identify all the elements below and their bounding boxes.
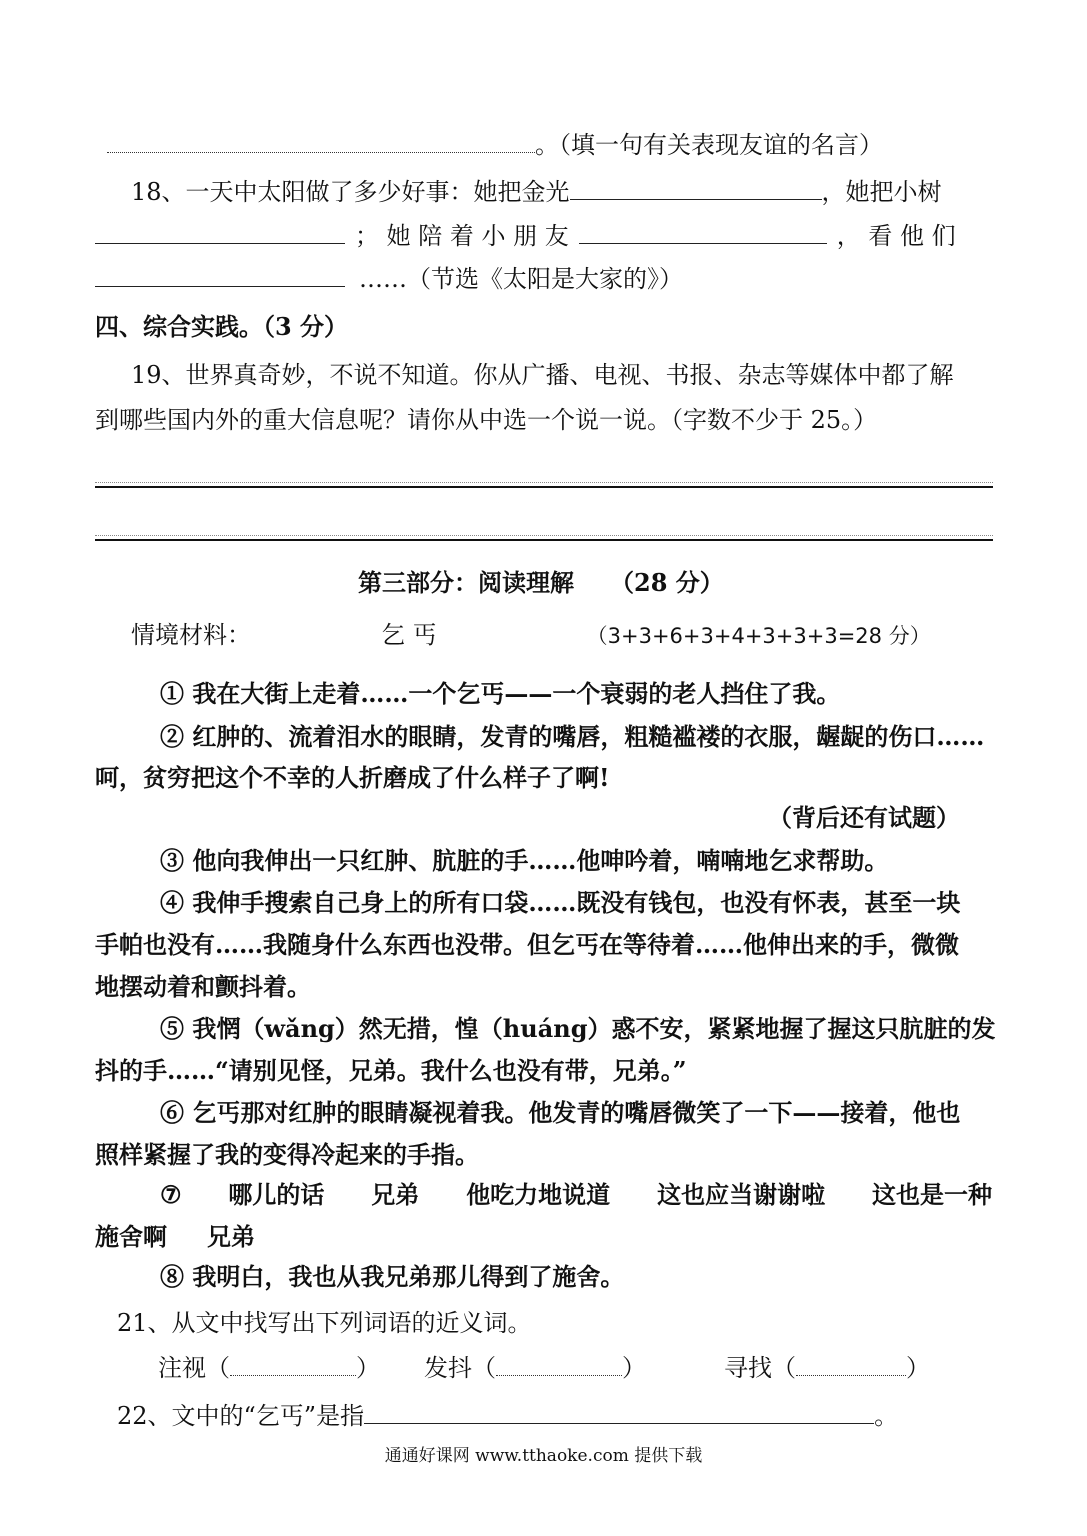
p7-segment: 施舍啊: [95, 1222, 167, 1251]
paren-close: ）: [906, 1354, 930, 1382]
paragraph-8: ⑧ 我明白，我也从我兄弟那儿得到了施舍。: [160, 1262, 625, 1291]
paragraph-6-line2: 照样紧握了我的变得冷起来的手指。: [95, 1140, 479, 1169]
q18-blank-4[interactable]: [95, 264, 345, 287]
q19-line2: 到哪些国内外的重大信息呢？请你从中选一个说一说。（字数不少于 25。）: [95, 406, 878, 434]
material-line: [131, 620, 931, 651]
q18-blank-2[interactable]: [95, 221, 345, 244]
paragraph-5-line1: ⑤ 我惘（wǎng）然无措，惶（huáng）惑不安，紧紧地握了握这只肮脏的发: [160, 1014, 996, 1043]
paragraph-4-line1: ④ 我伸手搜索自己身上的所有口袋……既没有钱包，也没有怀表，甚至一块: [160, 888, 961, 917]
p7-number: ⑦: [160, 1180, 182, 1209]
q19-answer-rule-2[interactable]: [95, 539, 993, 541]
paragraph-1: ① 我在大街上走着……一个乞丐——一个衰弱的老人挡住了我。: [160, 679, 841, 708]
q18-source: ……（节选《太阳是大家的》）: [359, 265, 683, 293]
paragraph-7-line2: [95, 1222, 255, 1252]
paragraph-2-line2: 呵，贫穷把这个不幸的人折磨成了什么样子了啊!: [95, 763, 610, 792]
paragraph-3: ③ 他向我伸出一只红肿、肮脏的手……他呻吟着，喃喃地乞求帮助。: [160, 846, 889, 875]
page-footer: 通通好课网 www.tthaoke.com 提供下载: [384, 1446, 703, 1466]
paragraph-6-line1: ⑥ 乞丐那对红肿的眼睛凝视着我。他发青的嘴唇微笑了一下——接着，他也: [160, 1098, 961, 1127]
score-formula: （3+3+6+3+4+3+3+3=28 分）: [586, 624, 931, 648]
part3-heading: [358, 568, 724, 598]
q17-answer-line: [107, 130, 883, 160]
paragraph-5-line2: 抖的手……“请别见怪，兄弟。我什么也没有带，兄弟。”: [95, 1056, 687, 1085]
paragraph-4-line3: 地摆动着和颤抖着。: [95, 972, 311, 1001]
q21-word-search: 寻找: [724, 1354, 772, 1382]
q18-line2: [95, 221, 956, 251]
q22-prompt: 22、文中的“乞丐”是指: [117, 1402, 365, 1430]
q21-blank-1[interactable]: [230, 1353, 356, 1376]
paragraph-4-line2: 手帕也没有……我随身什么东西也没带。但乞丐在等待着……他伸出来的手，微微: [95, 930, 959, 959]
p7-segment: 兄弟: [371, 1180, 420, 1209]
story-title: 乞 丐: [381, 621, 437, 649]
paren-close: ）: [622, 1354, 646, 1382]
q18-text-start: 18、一天中太阳做了多少好事：她把金光: [131, 178, 570, 206]
q21-blank-3[interactable]: [796, 1353, 906, 1376]
q21-word-shiver: 发抖: [424, 1354, 472, 1382]
q18-line3: [95, 264, 683, 294]
paragraph-2-line1: ② 红肿的、流着泪水的眼睛，发青的嘴唇，粗糙褴褛的衣服，龌龊的伤口……: [160, 722, 985, 751]
part3-score: （28 分）: [610, 568, 724, 597]
material-label: 情境材料：: [131, 621, 251, 649]
section4-title: 四、综合实践。（3 分）: [95, 312, 349, 341]
q18-blank-3[interactable]: [579, 221, 827, 244]
p7-segment: 哪儿的话: [228, 1180, 325, 1209]
q22-line: [117, 1401, 898, 1431]
part3-title: 第三部分：阅读理解: [358, 568, 574, 597]
paren-open: （: [472, 1354, 496, 1382]
p7-segment: 兄弟: [207, 1222, 255, 1251]
q21-blank-2[interactable]: [496, 1353, 622, 1376]
q21-answers: [158, 1353, 930, 1383]
q18-text-mid: ，她把小树: [821, 178, 942, 206]
q21-prompt: 21、从文中找写出下列词语的近义词。: [117, 1309, 532, 1337]
paragraph-7-line1: [160, 1180, 992, 1210]
paren-open: （: [206, 1354, 230, 1382]
back-page-note: （背后还有试题）: [768, 803, 960, 832]
q18-text-friends: ； 她 陪 着 小 朋 友: [355, 222, 569, 250]
q17-instruction: 。（填一句有关表现友谊的名言）: [535, 131, 883, 159]
q18-blank-1[interactable]: [570, 177, 822, 200]
q17-blank[interactable]: [107, 130, 535, 153]
q19-line1: 19、世界真奇妙，不说不知道。你从广播、电视、书报、杂志等媒体中都了解: [131, 361, 954, 389]
paren-close: ）: [356, 1354, 380, 1382]
q22-blank[interactable]: [364, 1401, 874, 1424]
paren-open: （: [772, 1354, 796, 1382]
q19-answer-rule-1[interactable]: [95, 486, 993, 488]
p7-segment: 他吃力地说道: [466, 1180, 611, 1209]
q18-line1: [131, 177, 942, 207]
q18-text-watch: ， 看 他 们: [836, 222, 956, 250]
p7-segment: 这也应当谢谢啦: [657, 1180, 826, 1209]
p7-segment: 这也是一种: [871, 1180, 992, 1209]
q21-word-gaze: 注视: [158, 1354, 206, 1382]
q22-end: 。: [874, 1402, 899, 1430]
